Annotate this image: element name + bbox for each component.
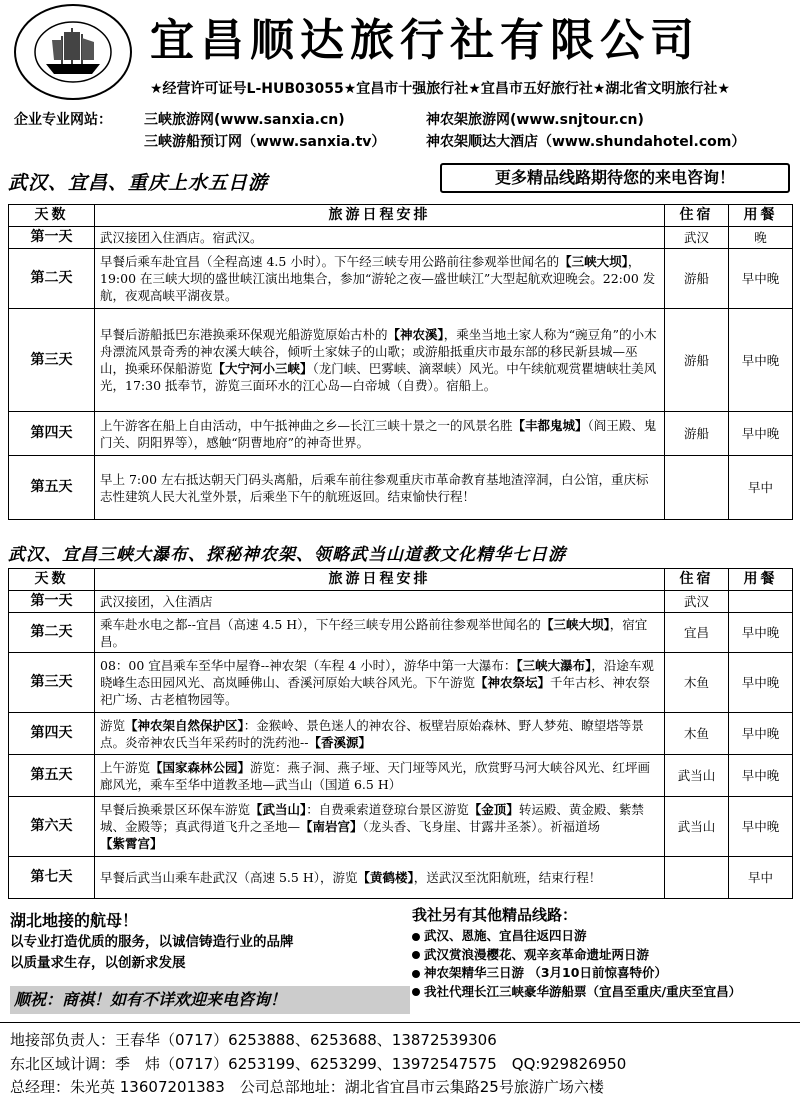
- meal-cell: 早中: [729, 857, 793, 899]
- route-label: 武汉、恩施、宜昌往返四日游: [424, 928, 587, 943]
- list-item: [412, 945, 797, 964]
- website-sanxia-tv[interactable]: 三峡游船预订网（www.sanxia.tv）: [144, 134, 386, 150]
- col-header-plan: 旅游日程安排: [95, 569, 665, 591]
- bullet-icon: [412, 970, 420, 978]
- meal-cell: 早中晚: [729, 653, 793, 713]
- day-cell: 第七天: [9, 857, 95, 899]
- stay-cell: 宜昌: [665, 613, 729, 653]
- other-routes-title: 我社另有其他精品线路：: [412, 906, 578, 924]
- route-label: 我社代理长江三峡豪华游船票（宜昌至重庆/重庆至宜昌）: [424, 983, 742, 999]
- day-cell: 第二天: [9, 249, 95, 309]
- stay-cell: 武当山: [665, 755, 729, 797]
- meal-cell: 早中晚: [729, 412, 793, 456]
- promo-banner: 更多精品线路期待您的来电咨询！: [440, 163, 790, 193]
- bullet-icon: [412, 933, 420, 941]
- table-row: [9, 797, 793, 857]
- website-list: [14, 109, 794, 153]
- meal-cell: 早中: [729, 456, 793, 520]
- stay-cell: [665, 456, 729, 520]
- contact-row-1: 地接部负责人：王春华（0717）6253888、6253688、13872539306: [10, 1031, 497, 1049]
- day-cell: 第四天: [9, 713, 95, 755]
- list-item: [412, 982, 797, 1001]
- table-header-row: [9, 205, 793, 227]
- meal-cell: 早中晚: [729, 755, 793, 797]
- header: [0, 0, 800, 108]
- bullet-icon: [412, 988, 420, 996]
- hubei-line-1: 以专业打造优质的服务，以诚信铸造行业的品牌: [10, 934, 294, 950]
- hubei-line-2: 以质量求生存，以创新求发展: [10, 955, 186, 971]
- other-routes: [412, 904, 797, 1000]
- website-sanxia[interactable]: 三峡旅游网(www.sanxia.cn): [144, 112, 345, 128]
- bullet-icon: [412, 951, 420, 959]
- meal-cell: 晚: [729, 227, 793, 249]
- table-row: [9, 591, 793, 613]
- stay-cell: 武汉: [665, 227, 729, 249]
- day-cell: 第五天: [9, 456, 95, 520]
- stay-cell: 武汉: [665, 591, 729, 613]
- attraction-highlight: 【黄鹤楼】: [357, 870, 414, 885]
- stay-cell: [665, 857, 729, 899]
- table-row: [9, 227, 793, 249]
- stay-cell: 游船: [665, 309, 729, 412]
- meal-cell: 早中晚: [729, 613, 793, 653]
- route-label: 神农架精华三日游 （3月10日前惊喜特价）: [424, 965, 667, 980]
- day-cell: 第四天: [9, 412, 95, 456]
- tour2-itinerary-table: [8, 568, 793, 899]
- table-row: [9, 412, 793, 456]
- tour2-title: 武汉、宜昌三峡大瀑布、探秘神农架、领略武当山道教文化精华七日游: [8, 545, 566, 565]
- website-shundahotel[interactable]: 神农架顺达大酒店（www.shundahotel.com）: [426, 134, 746, 150]
- attraction-highlight: 【武当山】: [250, 802, 307, 817]
- slogan-banner: 顺祝：商祺！如有不详欢迎来电咨询！: [10, 986, 410, 1014]
- company-logo: [14, 4, 132, 100]
- meal-cell: 早中晚: [729, 797, 793, 857]
- table-row: [9, 755, 793, 797]
- meal-cell: 早中晚: [729, 309, 793, 412]
- attraction-highlight: 【神农架自然保护区】: [125, 717, 244, 733]
- meal-cell: [729, 591, 793, 613]
- table-row: [9, 653, 793, 713]
- table-row: [9, 613, 793, 653]
- day-cell: 第一天: [9, 591, 95, 613]
- ship-logo-icon: [16, 6, 130, 98]
- day-cell: 第六天: [9, 797, 95, 857]
- plan-cell: 早餐后武当山乘车赴武汉（高速 5.5 H），游览【黄鹤楼】，送武汉至沈阳航班，结束行程！: [95, 857, 665, 899]
- table-row: [9, 309, 793, 412]
- contact-footer: [0, 1022, 800, 1100]
- plan-cell: 08：00 宜昌乘车至华中屋脊--神农架（车程 4 小时），游华中第一大瀑布：【三峡大瀑布】，沿途车观晓峰生态田园风光、高岚睡佛山、香溪河原始大峡谷风光。下午游览【神农祭坛】千年古杉、神农祭祀广场、古老植物园等。: [95, 653, 665, 713]
- table-row: [9, 249, 793, 309]
- hubei-title: 湖北地接的航母！: [10, 911, 139, 930]
- col-header-stay: 住宿: [665, 205, 729, 227]
- day-cell: 第三天: [9, 653, 95, 713]
- contact-row-3: 总经理：朱光英 13607201383 公司总部地址：湖北省宜昌市云集路25号旅游广场六楼: [10, 1078, 604, 1096]
- route-label: 武汉赏浪漫樱花、观辛亥革命遗址两日游: [424, 946, 650, 962]
- attraction-highlight: 【神农溪】: [387, 327, 444, 342]
- plan-cell: 早餐后游船抵巴东港换乘环保观光船游览原始古朴的【神农溪】，乘坐当地土家人称为“豌豆角”的小木舟漂流风景奇秀的神农溪大峡谷，倾听土家妹子的山歌；或游船抵重庆市最东部的移民新县城—巫山，换乘环保船游览【大宁河小三峡】（龙门峡、巴雾峡、滴翠峡）风光。中午续航观赏瞿塘峡壮美风光，17:30 抵奉节，游览三面环水的江心岛—白帝城（自费）。宿船上。: [95, 309, 665, 412]
- plan-cell: 早餐后换乘景区环保车游览【武当山】：自费乘索道登琼台景区游览【金顶】转运殿、黄金殿、紫禁城、金殿等；真武得道飞升之圣地—【南岩宫】（龙头香、飞身崖、甘露井圣茶）。祈福道场【紫霄宫】: [95, 797, 665, 857]
- attraction-highlight: 【三峡大瀑布】: [516, 658, 592, 673]
- attraction-highlight: 【三峡大坝】: [540, 616, 610, 632]
- hubei-promo: [10, 908, 410, 972]
- table-row: [9, 713, 793, 755]
- table-header-row: [9, 569, 793, 591]
- website-snjtour[interactable]: 神农架旅游网(www.snjtour.cn): [426, 112, 644, 128]
- attraction-highlight: 【丰都鬼城】: [512, 417, 588, 433]
- plan-cell: 上午游览【国家森林公园】游览：燕子洞、燕子垭、天门垭等风光，欣赏野马河大峡谷风光、红坪画廊风光，乘车至华中道教圣地—武当山（国道 6.5 H）: [95, 755, 665, 797]
- day-cell: 第一天: [9, 227, 95, 249]
- attraction-highlight: 【大宁河小三峡】: [212, 361, 313, 376]
- attraction-highlight: 【神农祭坛】: [475, 675, 551, 690]
- col-header-stay: 住宿: [665, 569, 729, 591]
- websites-label: 企业专业网站：: [14, 112, 112, 128]
- col-header-plan: 旅游日程安排: [95, 205, 665, 227]
- table-row: [9, 857, 793, 899]
- licence-line: ★经营许可证号L-HUB03055★宜昌市十强旅行社★宜昌市五好旅行社★湖北省文明旅行社★: [150, 81, 730, 97]
- stay-cell: 游船: [665, 249, 729, 309]
- company-name: 宜昌顺达旅行社有限公司: [150, 15, 700, 66]
- plan-cell: 早上 7:00 左右抵达朝天门码头离船，后乘车前往参观重庆市革命教育基地渣滓洞，白公馆，重庆标志性建筑人民大礼堂外景，后乘坐下午的航班返回。结束愉快行程！: [95, 456, 665, 520]
- tour1-itinerary-table: [8, 204, 793, 520]
- plan-cell: 上午游客在船上自由活动，中午抵神曲之乡—长江三峡十景之一的风景名胜【丰都鬼城】（阎王殿、鬼门关、阴阳界等），感触“阴曹地府”的神奇世界。: [95, 412, 665, 456]
- meal-cell: 早中晚: [729, 249, 793, 309]
- contact-row-2: 东北区域计调：季 炜（0717）6253199、6253299、13972547575 QQ:929826950: [10, 1055, 627, 1073]
- plan-cell: 武汉接团入住酒店。宿武汉。: [95, 227, 665, 249]
- day-cell: 第二天: [9, 613, 95, 653]
- stay-cell: 木鱼: [665, 653, 729, 713]
- attraction-highlight: 【三峡大坝】: [559, 254, 628, 269]
- day-cell: 第三天: [9, 309, 95, 412]
- attraction-highlight: 【香溪源】: [308, 734, 371, 750]
- attraction-highlight: 【南岩宫】: [300, 819, 363, 834]
- list-item: [412, 963, 797, 982]
- attraction-highlight: 【紫霄宫】: [100, 836, 163, 851]
- stay-cell: 游船: [665, 412, 729, 456]
- plan-cell: 早餐后乘车赴宜昌（全程高速 4.5 小时）。下午经三峡专用公路前往参观举世闻名的【三峡大坝】，19:00 在三峡大坝的盛世峡江演出地集合，参加“游轮之夜—盛世峡江”大型起航欢迎晚会。22:00 发航，夜观高峡平湖夜景。: [95, 249, 665, 309]
- plan-cell: 武汉接团，入住酒店: [95, 591, 665, 613]
- tour1-title: 武汉、宜昌、重庆上水五日游: [8, 172, 269, 194]
- plan-cell: 游览【神农架自然保护区】：金猴岭、景色迷人的神农谷、板壁岩原始森林、野人梦苑、瞭望塔等景点。炎帝神农氏当年采药时的洗药池--【香溪源】: [95, 713, 665, 755]
- stay-cell: 武当山: [665, 797, 729, 857]
- attraction-highlight: 【金顶】: [468, 802, 519, 817]
- day-cell: 第五天: [9, 755, 95, 797]
- plan-cell: 乘车赴水电之都--宜昌（高速 4.5 H），下午经三峡专用公路前往参观举世闻名的【三峡大坝】，宿宜昌。: [95, 613, 665, 653]
- table-row: [9, 456, 793, 520]
- meal-cell: 早中晚: [729, 713, 793, 755]
- list-item: [412, 926, 797, 945]
- col-header-meal: 用餐: [729, 205, 793, 227]
- col-header-day: 天数: [9, 569, 95, 591]
- col-header-day: 天数: [9, 205, 95, 227]
- stay-cell: 木鱼: [665, 713, 729, 755]
- col-header-meal: 用餐: [729, 569, 793, 591]
- attraction-highlight: 【国家森林公园】: [150, 759, 251, 775]
